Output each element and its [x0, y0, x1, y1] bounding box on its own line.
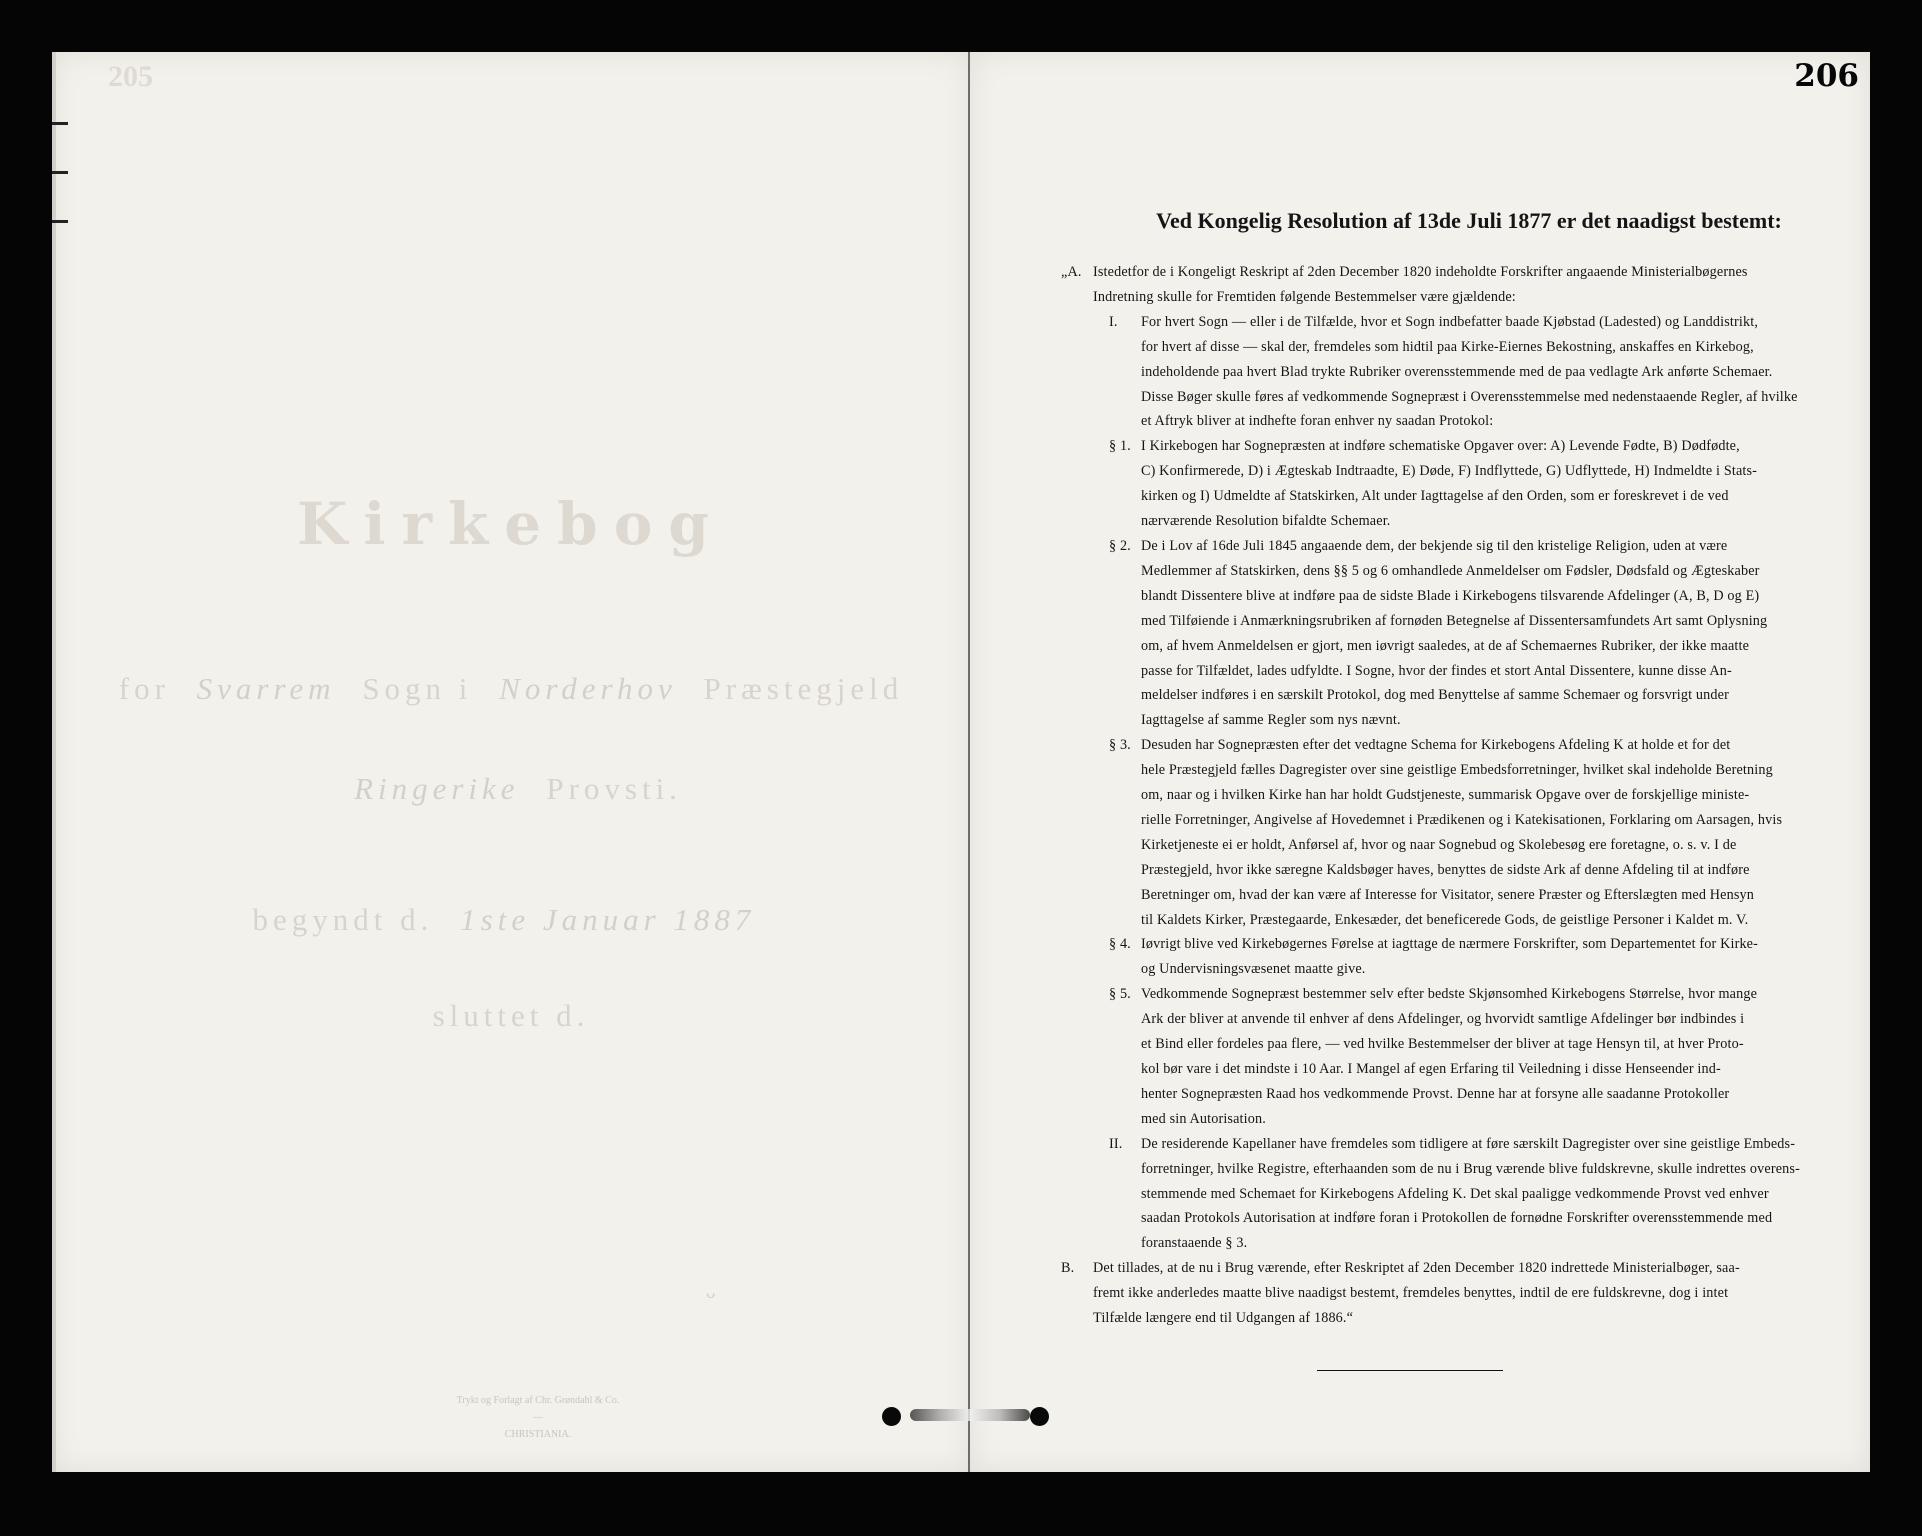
imprint-line: — — [533, 1412, 543, 1423]
paragraph-line — [1109, 1107, 1840, 1132]
page-number: 206 — [1794, 58, 1859, 94]
section-4 — [1061, 932, 1840, 982]
paragraph-text-line: om, naar og i hvilken Kirke han har holdt Gudstjeneste, summarisk Opgave over de forskjellige ministe- — [1141, 787, 1750, 804]
paragraph-line — [1109, 858, 1840, 883]
handwritten-deanery: Ringerike — [354, 771, 520, 806]
paragraph-line — [1061, 1256, 1840, 1281]
paragraph-text-line: kol bør vare i det mindste i 10 Aar. I Mangel af egen Erfaring til Veiledning i disse Henseender ind- — [1141, 1061, 1721, 1077]
resolution-heading: Ved Kongelig Resolution af 13de Juli 1877 er det naadigst bestemt: — [1156, 208, 1782, 233]
paragraph-line — [1109, 932, 1840, 957]
paragraph-text-line: hele Præstegjeld fælles Dagregister over sine geistlige Embedsforretninger, hvilket skal indeholde Beretning — [1141, 762, 1773, 779]
binding-hole-right — [1030, 1407, 1049, 1426]
paragraph-line — [1109, 335, 1840, 360]
paragraph-line — [1109, 908, 1840, 933]
section-1 — [1061, 434, 1840, 534]
paragraph-line — [1109, 982, 1840, 1007]
begin-label: begyndt d. — [252, 902, 434, 937]
left-page — [52, 52, 970, 1472]
prestegjeld-label: Præstegjeld — [703, 671, 904, 706]
paragraph-text-line: Tilfælde længere end til Udgangen af 1886.“ — [1093, 1310, 1354, 1327]
paragraph-label: „A. — [1061, 264, 1082, 280]
paragraph-text-line: Præstegjeld, hvor ikke særegne Kaldsbøger haves, benyttes de sidste Ark af denne Afdeling til at indføre — [1141, 861, 1750, 878]
right-page — [968, 52, 1870, 1472]
binding-smudge — [910, 1409, 1030, 1421]
paragraph-line — [1109, 883, 1840, 908]
section-label: § 5. — [1109, 986, 1131, 1003]
paragraph-line — [1109, 1007, 1840, 1032]
paragraph-line — [1109, 1206, 1840, 1231]
parish-line — [52, 671, 970, 707]
paragraph-line — [1109, 758, 1840, 783]
paragraph-text-line: Iagttagelse af samme Regler som nys nævnt. — [1141, 712, 1401, 729]
paragraph-text-line: blandt Dissentere blive at indføre paa de sidste Blade i Kirkebogens tilsvarende Afdelinger (A, B, D og E) — [1141, 587, 1760, 604]
paragraph-text-line: med Tilføiende i Anmærkningsrubriken af fornøden Betegnelse af Dissentersamfundets Art samt Oplysning — [1141, 612, 1768, 629]
section-label: § 2. — [1109, 537, 1131, 554]
section-5 — [1061, 982, 1840, 1131]
paragraph-text-line: fremt ikke anderledes maatte blive naadigst bestemt, fremdeles benyttes, indtil de ere fuldskrevne, dog i intet — [1093, 1285, 1729, 1302]
paragraph-ii — [1061, 1132, 1840, 1257]
paragraph-text-line: Ark der bliver at anvende til enhver af dens Afdelinger, og hvorvidt samtlige Afdelinger bør indbindes i — [1141, 1011, 1745, 1028]
paragraph-text-line: Vedkommende Sognepræst bestemmer selv efter bedste Skjønsomhed Kirkebogens Størrelse, hvor mange — [1141, 986, 1758, 1003]
paragraph-line — [1109, 434, 1840, 459]
resolution-text — [1061, 260, 1840, 1331]
paragraph-text-line: stemmende med Schemaet for Kirkebogens Afdeling K. Det skal paaligge vedkommende Provst ved enhver — [1141, 1185, 1769, 1202]
handwritten-parish-district: Norderhov — [499, 671, 677, 706]
paragraph-text-line: og Undervisningsvæsenet maatte give. — [1141, 961, 1366, 978]
begin-line — [52, 902, 970, 938]
paragraph-line — [1109, 733, 1840, 758]
closing-rule — [1317, 1370, 1503, 1371]
section-label: § 1. — [1109, 438, 1131, 455]
paragraph-text-line: C) Konfirmerede, D) i Ægteskab Indtraadte, E) Døde, F) Indflyttede, G) Udflyttede, H) Indmeldte i Stats- — [1141, 463, 1758, 480]
paragraph-line — [1109, 1231, 1840, 1256]
handwritten-begin-date: 1ste Januar 1887 — [460, 902, 756, 937]
paragraph-text-line: Iøvrigt blive ved Kirkebøgernes Førelse at iagttage de nærmere Forskrifter, som Departementet for Kirke- — [1141, 936, 1759, 953]
imprint-line: CHRISTIANIA. — [504, 1429, 572, 1440]
paragraph-text-line: henter Sognepræsten Raad hos vedkommende Provst. Denne har at forsyne alle saadanne Protokoller — [1141, 1085, 1730, 1102]
paragraph-i — [1061, 310, 1840, 435]
paragraph-line — [1109, 957, 1840, 982]
paragraph-line — [1061, 1306, 1840, 1331]
paragraph-text-line: et Bind eller fordeles paa flere, — ved hvilke Bestemmelser der bliver at tage Hensyn til, at hver Proto- — [1141, 1036, 1744, 1053]
deanery-line — [52, 771, 970, 807]
section-3 — [1061, 733, 1840, 932]
paragraph-text-line: for hvert af disse — skal der, fremdeles som hidtil paa Kirke-Eiernes Bekostning, anskaffes en Kirkebog, — [1141, 338, 1754, 355]
paragraph-line — [1109, 484, 1840, 509]
paragraph-text-line: Indretning skulle for Fremtiden følgende Bestemmelser være gjældende: — [1093, 288, 1516, 305]
paragraph-text-line: Kirketjeneste ei er holdt, Anførsel af, hvor og naar Sognebud og Skolebesøg ere foretagne, o. s. v. I de — [1141, 836, 1737, 853]
paragraph-line — [1109, 1157, 1840, 1182]
paragraph-text-line: om, af hvem Anmeldelsen er gjort, men iøvrigt saaledes, at de af Schemaernes Rubriker, der ikke maatte — [1141, 637, 1750, 654]
paragraph-text-line: til Kaldets Kirker, Præstegaarde, Enkesæder, det beneficerede Gods, de geistlige Personer i Kaldet m. V. — [1141, 911, 1749, 928]
paragraph-line — [1109, 1132, 1840, 1157]
end-line — [52, 998, 970, 1034]
binding-hole-left — [882, 1407, 901, 1426]
paragraph-text-line: I Kirkebogen har Sognepræsten at indføre schematiske Opgaver over: A) Levende Fødte, B) Dødfødte, — [1141, 438, 1740, 455]
paragraph-line — [1109, 1082, 1840, 1107]
paragraph-line — [1109, 409, 1840, 434]
section-label: § 3. — [1109, 737, 1131, 754]
section-2 — [1061, 534, 1840, 733]
section-label: § 4. — [1109, 936, 1131, 953]
paragraph-text-line: rielle Forretninger, Angivelse af Hovedemnet i Prædikenen og i Katekisationen, Forklaring om Aarsagen, hvis — [1141, 811, 1783, 828]
paragraph-text-line: De residerende Kapellaner have fremdeles som tidligere at føre særskilt Dagregister over sine geistlige Embeds- — [1141, 1135, 1796, 1152]
paragraph-text-line: med sin Autorisation. — [1141, 1110, 1266, 1127]
faint-title-page — [52, 52, 970, 1472]
paragraph-line — [1109, 310, 1840, 335]
paragraph-text-line: For hvert Sogn — eller i de Tilfælde, hvor et Sogn indbefatter baade Kjøbstad (Ladested) og Landdistrikt, — [1141, 313, 1759, 330]
small-pencil-mark: ᴗ — [706, 1282, 716, 1303]
paragraph-text-line: Disse Bøger skulle føres af vedkommende Sognepræst i Overensstemmelse med nedenstaaende Regler, af hvilke — [1141, 388, 1798, 405]
paragraph-line — [1109, 683, 1840, 708]
paragraph-text-line: Istedetfor de i Kongeligt Reskript af 2den December 1820 indeholdte Forskrifter angaaende Ministerialbøgernes — [1093, 264, 1748, 280]
paragraph-text-line: passe for Tilfældet, lades udfyldte. I Sogne, hvor der findes et stort Antal Dissentere, kunne disse An- — [1141, 662, 1732, 679]
paragraph-label: B. — [1061, 1260, 1075, 1277]
paragraph-text-line: indeholdende paa hvert Blad trykte Rubriker overensstemmende med de paa vedlagte Ark anførte Schemaer. — [1141, 363, 1773, 380]
paragraph-line — [1109, 808, 1840, 833]
paragraph-text-line: Det tillades, at de nu i Brug værende, efter Reskriptet af 2den December 1820 indrettede Ministerialbøger, saa- — [1093, 1260, 1740, 1277]
paragraph-line — [1109, 559, 1840, 584]
paragraph-line — [1109, 1182, 1840, 1207]
end-label: sluttet d. — [432, 998, 590, 1033]
paragraph-a — [1061, 260, 1840, 310]
ghost-page-number: 205 — [108, 60, 153, 93]
paragraph-line — [1109, 609, 1840, 634]
paragraph-line — [1109, 1057, 1840, 1082]
paragraph-line — [1109, 783, 1840, 808]
paragraph-text-line: Beretninger om, hvad der kan være af Interesse for Visitator, senere Præster og Efterslægten med Hensyn — [1141, 886, 1755, 903]
paragraph-line — [1109, 385, 1840, 410]
paragraph-line — [1061, 285, 1840, 310]
paragraph-line — [1109, 534, 1840, 559]
paragraph-b — [1061, 1256, 1840, 1331]
paragraph-line — [1109, 659, 1840, 684]
paragraph-label: II. — [1109, 1135, 1123, 1152]
paragraph-line — [1061, 1281, 1840, 1306]
paragraph-line — [1109, 634, 1840, 659]
handwritten-parish: Svarrem — [196, 671, 336, 706]
sogn-label: Sogn i — [362, 671, 473, 706]
paragraph-text-line: et Aftryk bliver at indhefte foran enhver ny saadan Protokol: — [1141, 413, 1494, 430]
paragraph-line — [1109, 459, 1840, 484]
paragraph-text-line: Medlemmer af Statskirken, dens §§ 5 og 6 omhandlede Anmeldelser om Fødsler, Dødsfald og Ægteskaber — [1141, 562, 1760, 579]
paragraph-line — [1109, 584, 1840, 609]
for-label: for — [118, 671, 170, 706]
paragraph-line — [1109, 360, 1840, 385]
paragraph-text-line: meldelser indføres i en særskilt Protokol, dog med Benyttelse af samme Schemaer og forsvrigt under — [1141, 687, 1729, 704]
paragraph-line — [1109, 1032, 1840, 1057]
paragraph-label: I. — [1109, 313, 1118, 330]
imprint-line: Trykt og Forlagt af Chr. Grøndahl & Co. — [456, 1395, 620, 1406]
paragraph-line — [1061, 260, 1840, 285]
paragraph-line — [1109, 509, 1840, 534]
paragraph-line — [1109, 708, 1840, 733]
provsti-label: Provsti. — [546, 771, 682, 806]
book-title: Kirkebog — [297, 490, 725, 558]
paragraph-text-line: De i Lov af 16de Juli 1845 angaaende dem, der bekjende sig til den kristelige Religion, uden at være — [1141, 537, 1728, 554]
paragraph-text-line: saadan Protokols Autorisation at indføre foran i Protokollen de fornødne Forskrifter overensstemmende med — [1141, 1210, 1773, 1227]
paragraph-text-line: foranstaaende § 3. — [1141, 1235, 1248, 1252]
paragraph-text-line: nærværende Resolution bifaldte Schemaer. — [1141, 513, 1391, 530]
paragraph-line — [1109, 833, 1840, 858]
printer-imprint — [428, 1392, 648, 1443]
paragraph-text-line: forretninger, hvilke Registre, efterhaanden som de nu i Brug værende blive fuldskrevne, skulle indrettes overens- — [1141, 1160, 1800, 1177]
paragraph-text-line: kirken og I) Udmeldte af Statskirken, Alt under Iagttagelse af den Orden, som er foreskrevet i de ved — [1141, 488, 1729, 505]
paragraph-text-line: Desuden har Sognepræsten efter det vedtagne Schema for Kirkebogens Afdeling K at holde et for det — [1141, 737, 1731, 754]
